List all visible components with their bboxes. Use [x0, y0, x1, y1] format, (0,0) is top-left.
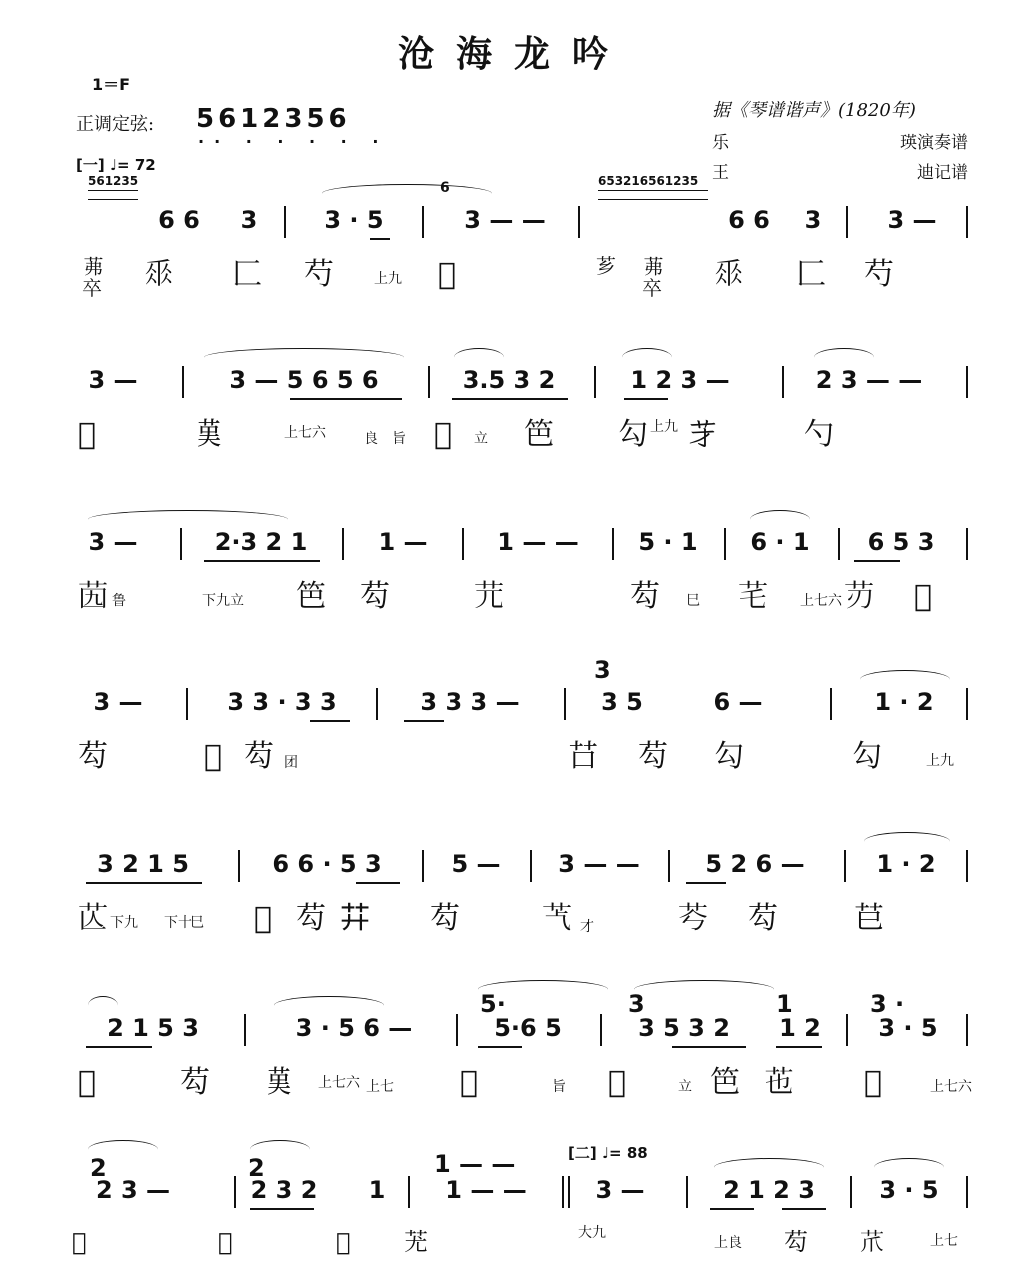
- upper-voice-note: 2: [90, 1154, 107, 1182]
- tablature-glyph: 𠂹: [714, 257, 744, 292]
- grace-notes-2: 653216561235: [598, 174, 699, 188]
- tablature-glyph: 芶: [784, 1228, 808, 1256]
- slur: [204, 348, 404, 367]
- tablature-glyph: 𦬁: [688, 417, 718, 452]
- tablature-glyph: 立: [678, 1079, 692, 1095]
- tablature-glyph: 芶: [748, 901, 778, 936]
- barline: [462, 528, 464, 560]
- double-barline: [562, 1176, 570, 1208]
- tablature-glyph: 匚: [232, 257, 262, 292]
- tablature-glyph: 巳: [190, 915, 204, 931]
- credit-name: 迪记谱: [917, 163, 968, 183]
- score-line-5: [74, 836, 974, 986]
- slur: [750, 510, 810, 529]
- beam-underline: [452, 398, 568, 400]
- tablature-glyph: 笆: [296, 579, 326, 614]
- score-line-2: [74, 352, 974, 502]
- tablature-glyph: 才: [580, 919, 594, 935]
- beam-underline: [672, 1046, 746, 1048]
- score-line-1: [74, 192, 974, 342]
- tablature-glyph: 上九: [374, 271, 402, 287]
- measure-notes: 3: [240, 206, 258, 234]
- barline: [846, 1014, 848, 1046]
- upper-voice-note: 5·: [480, 990, 506, 1018]
- slur: [634, 980, 774, 999]
- barline: [612, 528, 614, 560]
- measure-notes: 1 2 3 —: [630, 366, 730, 394]
- tablature-glyph: 芶: [360, 579, 390, 614]
- measure-notes: 5 —: [451, 850, 501, 878]
- grace-notes-1: 561235: [88, 174, 139, 188]
- measure-notes: 3 —: [887, 206, 937, 234]
- tablature-glyph: 𦬌: [460, 1065, 479, 1100]
- tablature-glyph: 𦬑: [218, 1228, 233, 1256]
- tablature-glyph: 上七六: [318, 1075, 360, 1091]
- credit-name: 瑛演奏谱: [900, 133, 968, 153]
- measure-notes: 1: [368, 1176, 386, 1204]
- barline: [244, 1014, 246, 1046]
- tablature-glyph: 芶: [430, 901, 460, 936]
- tablature-glyph: 上七: [930, 1233, 958, 1249]
- barline: [966, 688, 968, 720]
- tablature-glyph: 𦬃: [738, 579, 768, 614]
- tablature-glyph: 旨: [552, 1079, 566, 1095]
- tablature-glyph: 笆: [524, 417, 554, 452]
- tablature-glyph: 勾: [618, 417, 648, 452]
- barline: [428, 366, 430, 398]
- measure-notes: 3: [804, 206, 822, 234]
- tablature-glyph: 上七六: [800, 593, 842, 609]
- measure-notes: 3 5 3 2: [638, 1014, 730, 1042]
- barline: [564, 688, 566, 720]
- barline: [600, 1014, 602, 1046]
- tablature-glyph: 下九立: [202, 593, 244, 609]
- beam-underline: [356, 882, 400, 884]
- tablature-glyph: 𦬀: [254, 901, 273, 936]
- upper-voice-note: 3: [594, 656, 611, 684]
- score-line-7: [74, 1162, 974, 1276]
- tablature-glyph: 𠂹: [144, 257, 174, 292]
- beam-underline: [624, 398, 668, 400]
- tablature-glyph: 芶: [296, 901, 326, 936]
- tablature-glyph: 𦬀: [204, 739, 223, 774]
- tablature-glyph: 𦬀: [914, 579, 933, 614]
- tablature-glyph: 芍: [304, 257, 334, 292]
- tablature-glyph: 𦬔: [860, 1228, 884, 1256]
- tablature-glyph: 𦬇: [340, 901, 370, 936]
- tablature-glyph: 旨: [392, 431, 406, 447]
- tablature-glyph: 𦬓: [404, 1228, 428, 1256]
- section-tempo: ♩= 72: [109, 156, 156, 174]
- tablature-glyph: 𦬅: [568, 739, 598, 774]
- tablature-glyph: 𦬀: [438, 257, 457, 292]
- section-marker-1: [76, 154, 156, 175]
- slur: [622, 348, 672, 367]
- measure-notes: 1 · 2: [874, 688, 934, 716]
- measure-notes: 2 3 2: [250, 1176, 318, 1204]
- tablature-glyph: 下十: [164, 915, 192, 931]
- beam-underline: [204, 560, 320, 562]
- tablature-glyph: 𦰧: [434, 417, 453, 452]
- beam-underline: [710, 1208, 754, 1210]
- tablature-glyph: 鲁: [112, 593, 126, 609]
- tablature-glyph: 上七: [366, 1079, 394, 1095]
- barline: [966, 206, 968, 238]
- tablature-glyph: 𦬋: [78, 1065, 97, 1100]
- beam-underline: [310, 720, 350, 722]
- beam-underline: [854, 560, 900, 562]
- measure-notes: 3 — 5 6 5 6: [229, 366, 379, 394]
- barline: [966, 528, 968, 560]
- upper-voice-note: 1 — —: [434, 1150, 516, 1178]
- tablature-glyph: 勾: [852, 739, 882, 774]
- measure-notes: 3 · 5: [879, 1176, 939, 1204]
- measure-notes: 3 · 5 6 —: [295, 1014, 413, 1042]
- beam-underline: [776, 1046, 822, 1048]
- measure-notes: 3 —: [88, 528, 138, 556]
- measure-notes: 2 1 5 3: [107, 1014, 199, 1042]
- beam-underline: [782, 1208, 826, 1210]
- tablature-glyph: 笆: [710, 1065, 740, 1100]
- tablature-glyph: 𦬎: [764, 1065, 794, 1100]
- barline: [376, 688, 378, 720]
- measure-notes: 3 5: [601, 688, 643, 716]
- tablature-glyph: 𦬄: [844, 579, 874, 614]
- key-signature: 1＝F: [92, 75, 131, 94]
- barline: [850, 1176, 852, 1208]
- slur: [88, 1140, 158, 1159]
- barline: [180, 528, 182, 560]
- barline: [966, 850, 968, 882]
- tablature-glyph: 匚: [796, 257, 826, 292]
- tablature-glyph: 茀: [640, 256, 664, 276]
- tablature-glyph: 巳: [686, 593, 700, 609]
- beam-underline: [370, 238, 390, 240]
- measure-notes: 3 — —: [464, 206, 546, 234]
- measure-notes: 5·6 5: [494, 1014, 562, 1042]
- measure-notes: 3 3 · 3 3: [227, 688, 337, 716]
- measure-notes: 3 — —: [558, 850, 640, 878]
- measure-notes: 1 —: [378, 528, 428, 556]
- barline: [966, 366, 968, 398]
- barline: [830, 688, 832, 720]
- barline: [422, 206, 424, 238]
- score-line-4: [74, 674, 974, 824]
- barline: [966, 1176, 968, 1208]
- barline: [456, 1014, 458, 1046]
- measure-notes: 1 — —: [497, 528, 579, 556]
- tablature-glyph: 大九: [578, 1225, 606, 1241]
- beam-underline: [478, 1046, 522, 1048]
- score-line-3: [74, 514, 974, 664]
- tablature-glyph: 𦰩: [264, 1065, 294, 1100]
- tablature-row: [74, 900, 974, 960]
- tablature-row: [74, 738, 974, 798]
- tablature-glyph: 团: [284, 755, 298, 771]
- tablature-glyph: 上九: [926, 753, 954, 769]
- tablature-glyph: 上九: [650, 419, 678, 435]
- measure-notes: 6 6 · 5 3: [272, 850, 382, 878]
- slur: [714, 1158, 824, 1177]
- slur: [478, 980, 608, 999]
- tablature-glyph: 勾: [714, 739, 744, 774]
- beam-underline: [250, 1208, 314, 1210]
- tablature-row: [74, 416, 974, 476]
- tablature-glyph: 上七六: [930, 1079, 972, 1095]
- tablature-glyph: 芍: [864, 257, 894, 292]
- tablature-glyph: 𦬆: [78, 901, 108, 936]
- beam-underline: [686, 882, 726, 884]
- credit-performer: [712, 128, 968, 153]
- credit-role: 乐: [712, 133, 729, 153]
- barline: [594, 366, 596, 398]
- beam-underline: [86, 882, 202, 884]
- measure-notes: 3 · 5: [324, 206, 384, 234]
- tuning-notes: 5612356: [196, 104, 351, 134]
- slur: [860, 670, 950, 689]
- tablature-glyph: 𦬈: [542, 901, 572, 936]
- tablature-glyph: 𦬀: [78, 417, 97, 452]
- tablature-glyph: 下九: [110, 915, 138, 931]
- tablature-glyph: 𦰩: [194, 417, 224, 452]
- slur: [88, 996, 118, 1015]
- section-tempo: ♩= 88: [601, 1144, 648, 1162]
- upper-voice-note: 2: [248, 1154, 265, 1182]
- barline: [724, 528, 726, 560]
- tablature-glyph: 𦬉: [678, 901, 708, 936]
- barline: [530, 850, 532, 882]
- upper-voice-note: 1: [776, 990, 793, 1018]
- barline: [422, 850, 424, 882]
- measure-notes: 1 · 2: [876, 850, 936, 878]
- upper-voice-note: 6: [440, 180, 450, 196]
- tablature-glyph: 立: [474, 431, 488, 447]
- tablature-row: [74, 1226, 974, 1276]
- tablature-row: [74, 1064, 974, 1124]
- barline: [686, 1176, 688, 1208]
- slur: [454, 348, 504, 367]
- measure-notes: 6 5 3: [867, 528, 935, 556]
- barline: [342, 528, 344, 560]
- barline: [846, 206, 848, 238]
- tablature-glyph: 上良: [714, 1235, 742, 1251]
- tablature-glyph: 𦭉: [78, 579, 108, 614]
- barline: [844, 850, 846, 882]
- measure-notes: 2 3 —: [95, 1176, 171, 1204]
- barline: [238, 850, 240, 882]
- tablature-glyph: 芶: [630, 579, 660, 614]
- measure-notes: 1 — —: [445, 1176, 527, 1204]
- tablature-glyph: 芶: [638, 739, 668, 774]
- section-label: [二]: [568, 1144, 597, 1162]
- measure-notes: 1 2: [779, 1014, 821, 1042]
- barline: [408, 1176, 410, 1208]
- measure-notes: 5 · 1: [638, 528, 698, 556]
- tablature-row: [74, 578, 974, 638]
- upper-voice-note: 3: [628, 990, 645, 1018]
- beam-underline: [86, 1046, 152, 1048]
- tablature-glyph: 𦬏: [864, 1065, 883, 1100]
- tablature-glyph: 茀: [80, 256, 104, 276]
- beam-underline: [290, 398, 402, 400]
- tuning-dots: ·· · · · · ·: [198, 132, 389, 151]
- slur: [322, 184, 492, 203]
- tablature-glyph: 良: [364, 431, 378, 447]
- measure-notes: 5 2 6 —: [705, 850, 805, 878]
- measure-notes: 3.5 3 2: [462, 366, 556, 394]
- tuning-label: 正调定弦:: [76, 114, 155, 135]
- measure-notes: 2 3 — —: [815, 366, 923, 394]
- tablature-glyph: 芶: [244, 739, 274, 774]
- source-citation: 据《琴谱谐声》(1820年): [712, 100, 916, 121]
- tablature-glyph: 卒: [642, 276, 662, 300]
- measure-notes: 3 —: [88, 366, 138, 394]
- tablature-glyph: 𦬍: [608, 1065, 627, 1100]
- tablature-glyph: 芶: [78, 739, 108, 774]
- barline: [838, 528, 840, 560]
- tablature-glyph: 𦬐: [72, 1228, 87, 1256]
- measure-notes: 6 · 1: [750, 528, 810, 556]
- barline: [182, 366, 184, 398]
- barline: [668, 850, 670, 882]
- credit-transcriber: [712, 158, 968, 183]
- barline: [578, 206, 580, 238]
- page-title: 沧海龙吟: [397, 33, 630, 75]
- beam-underline: [404, 720, 444, 722]
- score-line-6: [74, 1000, 974, 1150]
- measure-notes: 3 2 1 5: [97, 850, 189, 878]
- measure-notes: 2 1 2 3: [723, 1176, 815, 1204]
- tablature-glyph: 芶: [180, 1065, 210, 1100]
- tablature-glyph: 𦬂: [474, 579, 504, 614]
- tablature-glyph: 卒: [82, 276, 102, 300]
- slur: [88, 510, 288, 529]
- measure-notes: 6 —: [713, 688, 763, 716]
- barline: [284, 206, 286, 238]
- barline: [966, 1014, 968, 1046]
- measure-notes: 3 · 5: [878, 1014, 938, 1042]
- barline: [234, 1176, 236, 1208]
- slur: [250, 1140, 310, 1159]
- tablature-glyph: 勺: [804, 417, 834, 452]
- upper-voice-note: 3 ·: [870, 990, 905, 1018]
- measure-notes: 6 6: [728, 206, 770, 234]
- section-label: [一]: [76, 156, 105, 174]
- slur: [874, 1158, 944, 1177]
- measure-notes: 6 6: [158, 206, 200, 234]
- measure-notes: 3 —: [595, 1176, 645, 1204]
- credit-role: 王: [712, 163, 729, 183]
- tablature-glyph: 𦬒: [336, 1228, 351, 1256]
- tablature-glyph: 上七六: [284, 425, 326, 441]
- measure-notes: 3 —: [93, 688, 143, 716]
- barline: [186, 688, 188, 720]
- slur: [864, 832, 950, 851]
- measure-notes: 3 3 3 —: [420, 688, 520, 716]
- barline: [782, 366, 784, 398]
- measure-notes: 2·3 2 1: [214, 528, 308, 556]
- tablature-glyph: 𦬊: [854, 901, 884, 936]
- tablature-glyph: 芗: [596, 254, 616, 278]
- slur: [274, 996, 384, 1015]
- tablature-row: [74, 256, 974, 316]
- slur: [814, 348, 874, 367]
